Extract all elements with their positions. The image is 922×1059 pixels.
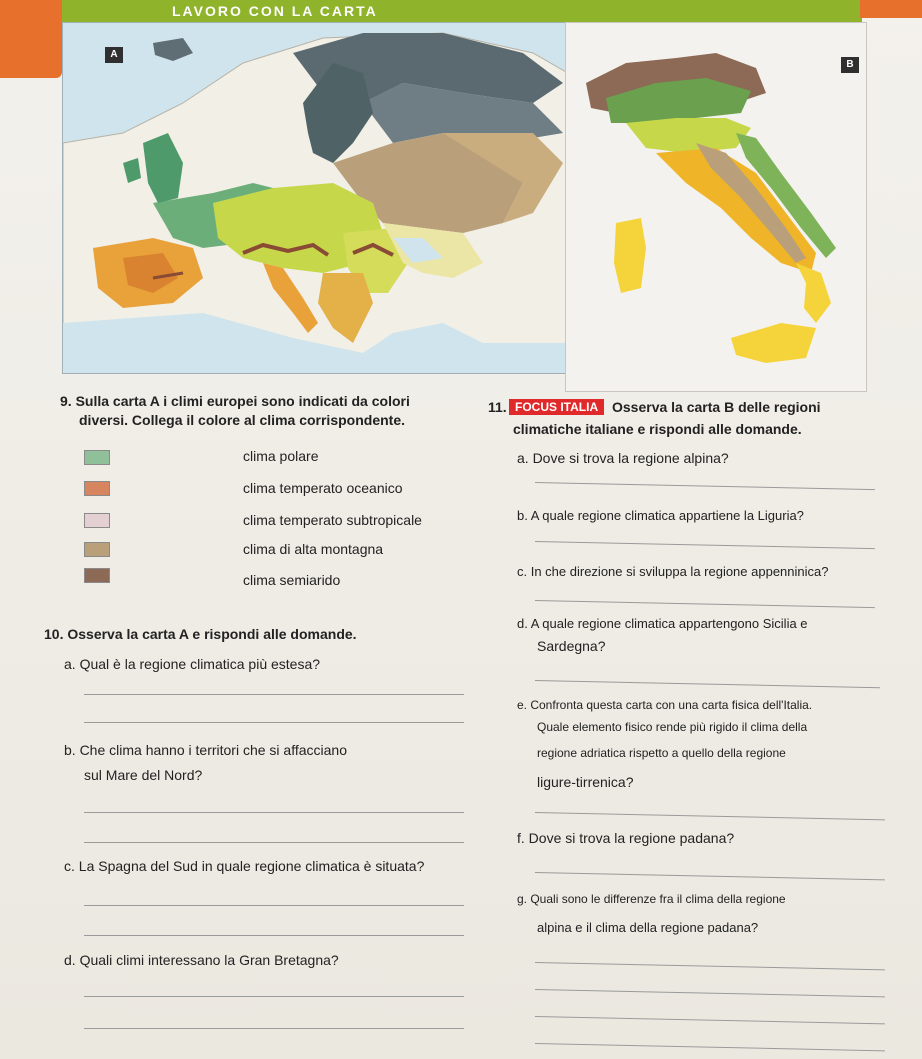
answer-line[interactable] xyxy=(84,996,464,997)
orange-corner-tab-right xyxy=(860,0,922,18)
answer-line[interactable] xyxy=(84,722,464,723)
map-a-europe-climates xyxy=(62,22,586,374)
section-title: LAVORO CON LA CARTA xyxy=(172,3,378,19)
legend-label-mountain: clima di alta montagna xyxy=(243,541,384,557)
ex10-number: 10. xyxy=(44,626,64,642)
map-b-italy-climates xyxy=(565,22,867,392)
legend-label-polar: clima polare xyxy=(243,448,319,464)
italy-map-illustration xyxy=(566,23,866,391)
ex9-instruction-text1: Sulla carta A i climi europei sono indicati da colori xyxy=(75,393,410,409)
legend-label-oceanic: clima temperato oceanico xyxy=(243,480,403,496)
ex11-question-b: b. A quale regione climatica appartiene la Liguria? xyxy=(517,508,804,523)
ex10-title xyxy=(44,626,357,642)
answer-line[interactable] xyxy=(84,905,464,906)
ex11-question-e-line3: regione adriatica rispetto a quello della regione xyxy=(537,746,786,760)
ex10-question-b-line1: b. Che clima hanno i territori che si affacciano xyxy=(64,742,347,758)
legend-swatch-oceanic[interactable] xyxy=(84,481,110,496)
ex11-question-a: a. Dove si trova la regione alpina? xyxy=(517,450,729,466)
ex11-question-d-line2: Sardegna? xyxy=(537,638,606,654)
legend-swatch-subtropical[interactable] xyxy=(84,513,110,528)
ex11-question-c: c. In che direzione si sviluppa la regione appenninica? xyxy=(517,564,829,579)
europe-map-illustration xyxy=(63,23,585,373)
answer-line[interactable] xyxy=(84,842,464,843)
answer-line[interactable] xyxy=(84,812,464,813)
ex11-question-f: f. Dove si trova la regione padana? xyxy=(517,830,735,846)
legend-label-semiarid: clima semiarido xyxy=(243,572,341,588)
ex11-question-e-line2: Quale elemento fisico rende più rigido il clima della xyxy=(537,720,808,734)
legend-swatch-mountain[interactable] xyxy=(84,542,110,557)
ex11-intro-line2: climatiche italiane e rispondi alle domande. xyxy=(513,421,802,437)
legend-swatch-polar[interactable] xyxy=(84,450,110,465)
section-banner xyxy=(62,0,862,22)
ex11-intro-line1: Osserva la carta B delle regioni xyxy=(612,399,821,415)
legend-swatch-semiarid[interactable] xyxy=(84,568,110,583)
ex11-question-e-line4: ligure-tirrenica? xyxy=(537,774,634,790)
focus-italia-badge: FOCUS ITALIA xyxy=(509,399,604,415)
orange-corner-tab xyxy=(0,0,62,78)
ex10-question-d: d. Quali climi interessano la Gran Bretagna? xyxy=(64,952,339,968)
ex10-question-a: a. Qual è la regione climatica più estesa? xyxy=(64,656,321,672)
ex9-number: 9. xyxy=(60,393,72,409)
ex11-question-e-line1: e. Confronta questa carta con una carta fisica dell'Italia. xyxy=(517,698,813,712)
ex9-instruction-line2: diversi. Collega il colore al clima corrispondente. xyxy=(79,412,405,428)
answer-line[interactable] xyxy=(84,694,464,695)
legend-label-subtropical: clima temperato subtropicale xyxy=(243,512,422,528)
ex10-question-c: c. La Spagna del Sud in quale regione climatica è situata? xyxy=(64,858,425,874)
ex9-instruction-line1 xyxy=(60,393,410,409)
map-a-label: A xyxy=(105,47,123,63)
answer-line[interactable] xyxy=(84,1028,464,1029)
ex11-question-g-line2: alpina e il clima della regione padana? xyxy=(537,920,759,935)
answer-line[interactable] xyxy=(84,935,464,936)
ex10-title-text: Osserva la carta A e rispondi alle domande. xyxy=(67,626,357,642)
ex11-question-d-line1: d. A quale regione climatica appartengono Sicilia e xyxy=(517,616,808,631)
ex11-question-g-line1: g. Quali sono le differenze fra il clima della regione xyxy=(517,892,786,906)
ex11-number: 11. xyxy=(488,399,507,415)
map-b-label: B xyxy=(841,57,859,73)
ex10-question-b-line2: sul Mare del Nord? xyxy=(84,767,203,783)
